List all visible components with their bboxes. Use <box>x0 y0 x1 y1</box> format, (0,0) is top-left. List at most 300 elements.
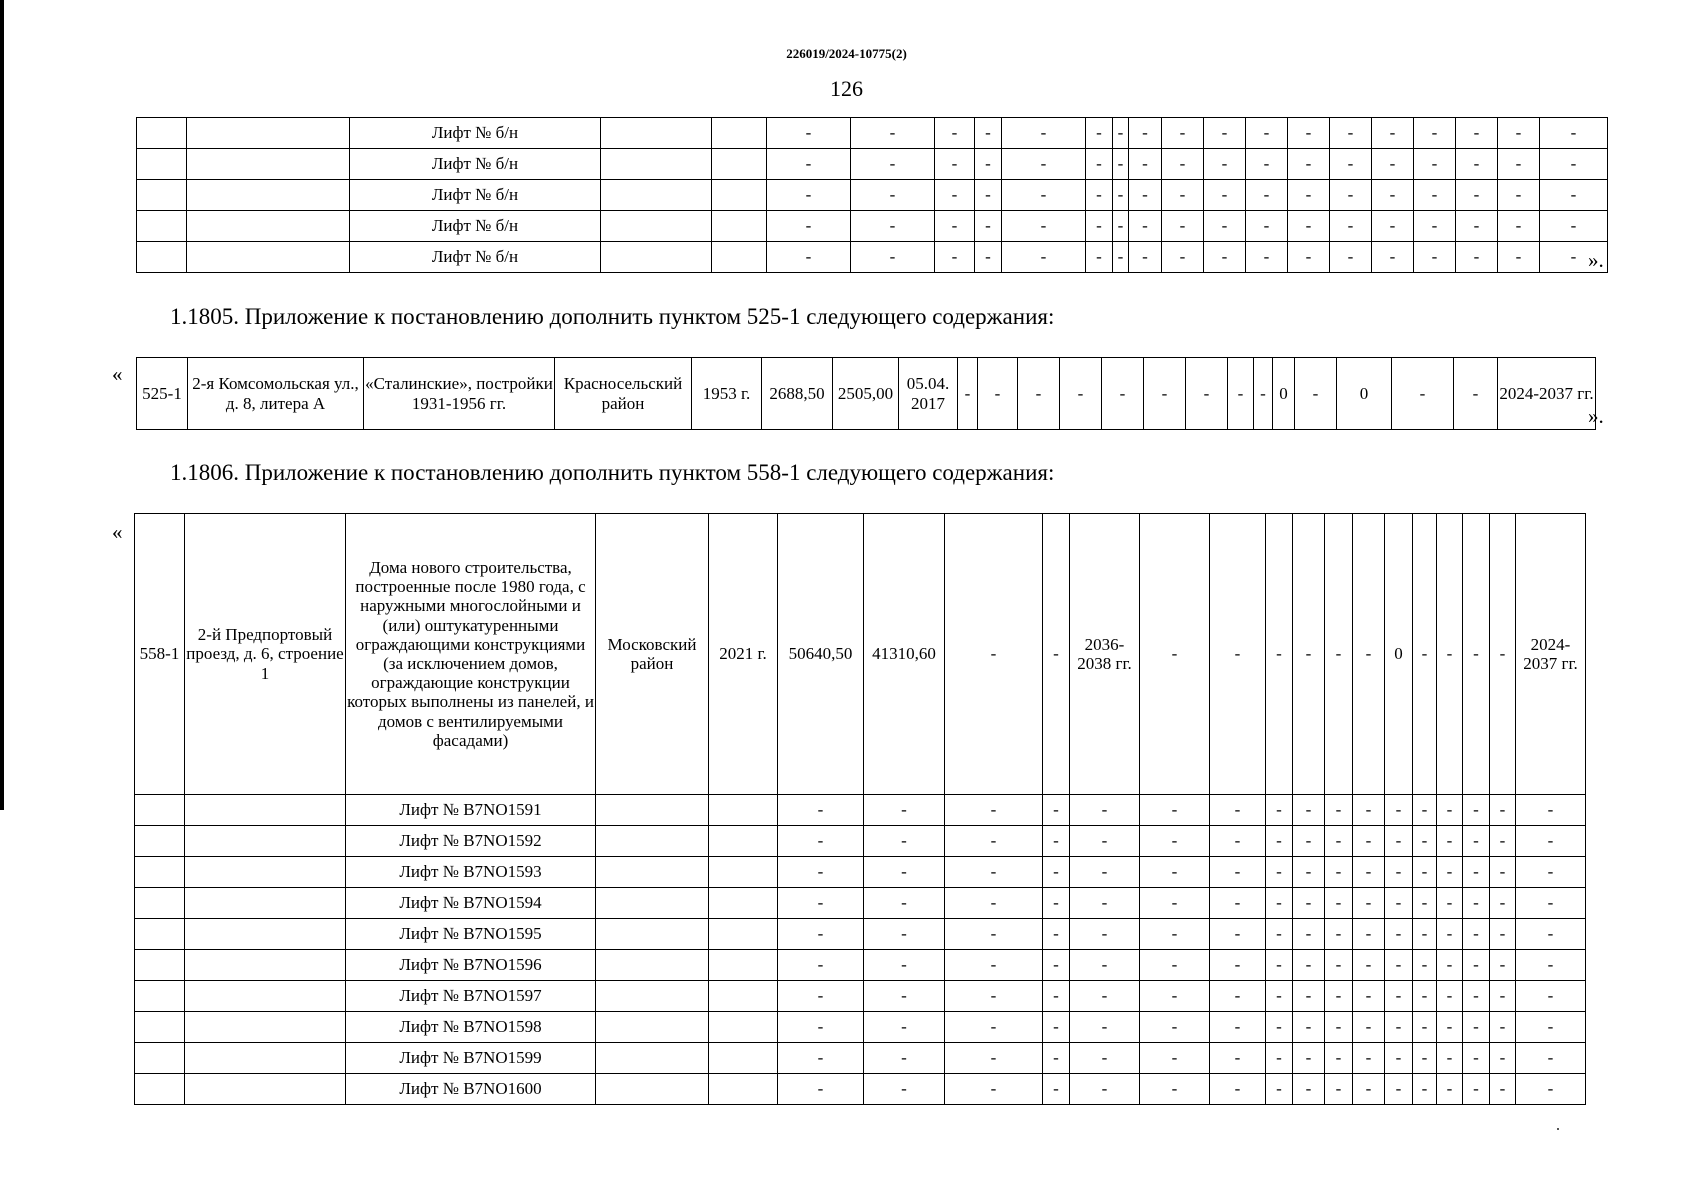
table-cell: - <box>778 857 864 888</box>
table-cell <box>135 857 185 888</box>
table-cell: - <box>1246 211 1288 242</box>
table-cell: - <box>1113 211 1129 242</box>
table-cell: - <box>1060 358 1102 430</box>
table-cell: - <box>1325 1012 1353 1043</box>
table-cell: - <box>1086 180 1113 211</box>
table-cell: - <box>1293 1012 1325 1043</box>
table-cell <box>709 981 778 1012</box>
table-cell: - <box>1516 1012 1586 1043</box>
table-cell <box>596 888 709 919</box>
table-row <box>137 242 1608 273</box>
table-cell: - <box>1516 826 1586 857</box>
table-cell: - <box>1070 888 1140 919</box>
opening-quote-2: « <box>112 362 123 386</box>
table-cell: Лифт № B7NO1595 <box>346 919 596 950</box>
table-cell: - <box>1414 211 1456 242</box>
table-cell: - <box>1385 981 1413 1012</box>
table-row <box>137 180 1608 211</box>
table-cell: - <box>1456 242 1498 273</box>
table-cell <box>187 118 350 149</box>
table-cell: - <box>1413 888 1437 919</box>
table-cell: - <box>1266 981 1293 1012</box>
table-cell: - <box>1266 1012 1293 1043</box>
table-cell: - <box>1330 118 1372 149</box>
table-cell: - <box>1463 857 1490 888</box>
table-cell: - <box>1162 242 1204 273</box>
table-cell: - <box>1113 118 1129 149</box>
table-cell: 0 <box>1337 358 1392 430</box>
table-cell: - <box>1463 919 1490 950</box>
table-cell: - <box>778 919 864 950</box>
table-cell: - <box>1437 1012 1463 1043</box>
table-cell: - <box>1413 919 1437 950</box>
table-cell: - <box>1437 795 1463 826</box>
table-cell: - <box>778 1012 864 1043</box>
document-id: 226019/2024-10775(2) <box>786 46 907 61</box>
table-cell: - <box>864 1012 945 1043</box>
table-cell: - <box>935 242 975 273</box>
table-cell <box>185 888 346 919</box>
table-cell: - <box>1266 857 1293 888</box>
table-cell: - <box>1353 795 1385 826</box>
table-cell <box>137 118 187 149</box>
table-cell: Лифт № б/н <box>350 242 601 273</box>
table-cell <box>135 1074 185 1105</box>
table-cell: - <box>1140 888 1210 919</box>
table-cell: - <box>1070 950 1140 981</box>
table-cell <box>709 919 778 950</box>
table-cell: - <box>1498 118 1540 149</box>
table-row <box>135 1012 1586 1043</box>
table-cell: Лифт № B7NO1598 <box>346 1012 596 1043</box>
table-cell <box>596 950 709 981</box>
table-cell: - <box>1413 950 1437 981</box>
table-cell: - <box>767 118 851 149</box>
table-cell: - <box>1413 795 1437 826</box>
table-cell <box>601 242 712 273</box>
table-cell: - <box>1043 826 1070 857</box>
table-cell: «Сталинские», постройки 1931-1956 гг. <box>364 358 555 430</box>
table-cell: - <box>1210 950 1266 981</box>
table-cell: - <box>1204 242 1246 273</box>
table-cell: - <box>1113 149 1129 180</box>
table-cell: - <box>945 514 1043 795</box>
table-cell <box>135 1043 185 1074</box>
table-cell: - <box>1293 950 1325 981</box>
table-cell: - <box>945 919 1043 950</box>
table-cell <box>596 795 709 826</box>
table-cell: - <box>1266 826 1293 857</box>
table-cell: - <box>1254 358 1273 430</box>
table-cell <box>601 211 712 242</box>
table-cell: - <box>1385 857 1413 888</box>
table-cell: - <box>778 1043 864 1074</box>
table-cell: - <box>1353 857 1385 888</box>
table-cell <box>601 180 712 211</box>
table-cell: - <box>1413 981 1437 1012</box>
table-cell: - <box>1288 242 1330 273</box>
paragraph-1805: 1.1805. Приложение к постановлению дополнить пунктом 525-1 следующего содержания: <box>170 304 1055 329</box>
page-number: 126 <box>830 76 863 101</box>
table-cell: - <box>1070 826 1140 857</box>
table-cell: - <box>1140 981 1210 1012</box>
table-cell: - <box>1490 514 1516 795</box>
table-cell: Лифт № B7NO1600 <box>346 1074 596 1105</box>
elevator-table-continued <box>136 117 1608 273</box>
table-cell: - <box>1070 981 1140 1012</box>
table-cell: - <box>1516 1074 1586 1105</box>
table-cell: - <box>1414 149 1456 180</box>
table-cell: - <box>1325 514 1353 795</box>
table-cell <box>135 981 185 1012</box>
table-cell: 41310,60 <box>864 514 945 795</box>
table-cell: - <box>1540 118 1608 149</box>
table-cell: - <box>1413 514 1437 795</box>
table-cell: - <box>1437 1043 1463 1074</box>
table-cell: - <box>778 795 864 826</box>
table-cell: - <box>1413 1012 1437 1043</box>
table-cell: - <box>1246 242 1288 273</box>
table-cell: - <box>864 950 945 981</box>
table-row <box>137 211 1608 242</box>
table-cell <box>601 118 712 149</box>
table-cell <box>596 981 709 1012</box>
table-cell: - <box>1043 857 1070 888</box>
table-cell: - <box>1516 857 1586 888</box>
table-cell: 0 <box>1385 514 1413 795</box>
table-cell: - <box>1113 180 1129 211</box>
table-cell: - <box>1325 1043 1353 1074</box>
table-cell: - <box>1353 888 1385 919</box>
table-cell: - <box>1516 1043 1586 1074</box>
table-cell: - <box>1043 888 1070 919</box>
table-cell: - <box>1490 795 1516 826</box>
table-cell <box>709 1043 778 1074</box>
table-cell: - <box>1454 358 1498 430</box>
table-cell: - <box>1437 888 1463 919</box>
table-cell: - <box>1498 211 1540 242</box>
table-cell: - <box>1330 242 1372 273</box>
table-cell <box>185 1043 346 1074</box>
table-cell: - <box>1140 950 1210 981</box>
table-cell: - <box>1490 1074 1516 1105</box>
table-cell: - <box>851 242 935 273</box>
table-cell <box>596 826 709 857</box>
table-row <box>135 514 1586 795</box>
table-cell: - <box>1043 981 1070 1012</box>
table-cell: - <box>1385 1043 1413 1074</box>
table-cell: - <box>778 950 864 981</box>
table-cell <box>185 826 346 857</box>
table-cell: - <box>975 242 1002 273</box>
table-cell: - <box>1002 242 1086 273</box>
table-cell: - <box>945 1074 1043 1105</box>
table-cell: - <box>1516 795 1586 826</box>
table-cell: - <box>1293 888 1325 919</box>
table-cell <box>709 857 778 888</box>
table-cell <box>709 950 778 981</box>
table-cell: - <box>864 888 945 919</box>
table-cell <box>137 149 187 180</box>
table-cell: 2021 г. <box>709 514 778 795</box>
table-cell: 05.04. 2017 <box>899 358 958 430</box>
table-cell: - <box>1129 211 1162 242</box>
table-cell: - <box>778 826 864 857</box>
table-cell: - <box>1266 950 1293 981</box>
table-cell: - <box>1246 118 1288 149</box>
table-cell: - <box>1140 857 1210 888</box>
table-cell <box>185 919 346 950</box>
item-525-1-table <box>136 357 1596 430</box>
table-cell: Лифт № б/н <box>350 118 601 149</box>
table-cell: - <box>975 149 1002 180</box>
table-cell: - <box>1129 118 1162 149</box>
table-cell: - <box>1353 950 1385 981</box>
table-cell: - <box>778 981 864 1012</box>
table-cell: - <box>1293 1074 1325 1105</box>
table-cell <box>135 919 185 950</box>
table-cell: - <box>1070 795 1140 826</box>
table-cell: 2024-2037 гг. <box>1516 514 1586 795</box>
table-cell: - <box>1210 1043 1266 1074</box>
table-cell: - <box>1204 211 1246 242</box>
closing-quote-2: ». <box>1588 404 1604 428</box>
table-cell: - <box>935 118 975 149</box>
table-cell: - <box>945 857 1043 888</box>
table-cell: - <box>1353 1012 1385 1043</box>
table-cell: - <box>1330 149 1372 180</box>
table-cell: - <box>1516 981 1586 1012</box>
table-cell <box>712 118 767 149</box>
table-cell: Красносельский район <box>555 358 692 430</box>
table-cell: - <box>1385 1012 1413 1043</box>
table-cell: - <box>851 211 935 242</box>
table-cell: - <box>778 888 864 919</box>
table-cell: 1953 г. <box>692 358 762 430</box>
table-cell: Лифт № B7NO1596 <box>346 950 596 981</box>
table-cell: 558-1 <box>135 514 185 795</box>
table-cell: - <box>1325 1074 1353 1105</box>
table-cell: - <box>1456 211 1498 242</box>
table-cell: 2036-2038 гг. <box>1070 514 1140 795</box>
table-cell <box>185 795 346 826</box>
table-cell: Лифт № б/н <box>350 149 601 180</box>
table-cell: - <box>1437 857 1463 888</box>
table-cell: - <box>945 795 1043 826</box>
table-cell: - <box>1353 919 1385 950</box>
table-cell: - <box>767 149 851 180</box>
table-row <box>135 919 1586 950</box>
table-cell: - <box>1463 1074 1490 1105</box>
table-cell: - <box>1140 826 1210 857</box>
table-cell: Лифт № B7NO1591 <box>346 795 596 826</box>
table-cell: - <box>1086 118 1113 149</box>
table-cell: - <box>975 118 1002 149</box>
table-cell: - <box>1210 857 1266 888</box>
table-cell: - <box>1372 211 1414 242</box>
table-cell: - <box>1266 514 1293 795</box>
table-cell: - <box>1516 919 1586 950</box>
table-cell: - <box>1413 1074 1437 1105</box>
table-cell: - <box>864 981 945 1012</box>
table-cell: - <box>1293 795 1325 826</box>
table-cell: - <box>1043 919 1070 950</box>
table-cell: - <box>1385 919 1413 950</box>
table-cell: - <box>1325 795 1353 826</box>
table-cell: - <box>1162 118 1204 149</box>
table-cell <box>135 1012 185 1043</box>
table-cell: - <box>1463 888 1490 919</box>
table-cell: - <box>945 888 1043 919</box>
table-cell: - <box>1463 981 1490 1012</box>
table-cell: - <box>1463 950 1490 981</box>
table-cell: - <box>935 149 975 180</box>
table-cell: - <box>1140 1012 1210 1043</box>
table-cell: - <box>1129 180 1162 211</box>
table-cell: - <box>1385 826 1413 857</box>
scan-speck <box>1557 1128 1559 1130</box>
table-cell: - <box>1437 981 1463 1012</box>
table-cell: 0 <box>1273 358 1295 430</box>
item-558-1-table <box>134 513 1586 1105</box>
table-cell: - <box>1246 149 1288 180</box>
table-cell: Лифт № б/н <box>350 180 601 211</box>
table-cell: - <box>1353 826 1385 857</box>
scan-edge-bar <box>0 0 4 810</box>
table-cell: - <box>1456 118 1498 149</box>
table-row <box>135 857 1586 888</box>
table-cell: 2024-2037 гг. <box>1498 358 1596 430</box>
table-cell <box>709 1074 778 1105</box>
table-cell: - <box>1325 950 1353 981</box>
table-cell: - <box>767 180 851 211</box>
table-cell: 50640,50 <box>778 514 864 795</box>
table-cell: - <box>1413 857 1437 888</box>
table-cell: Дома нового строительства, построенные после 1980 года, с наружными многослойными и (или) оштукатуренными ограждающими конструкциями (за исключением домов, ограждающие конструкции которых выполнены из панелей, и домов с вентилируемыми фасадами) <box>346 514 596 795</box>
table-cell: - <box>1325 857 1353 888</box>
table-cell: - <box>1018 358 1060 430</box>
table-row <box>137 149 1608 180</box>
table-row <box>135 888 1586 919</box>
table-cell <box>712 242 767 273</box>
table-cell: - <box>945 1043 1043 1074</box>
table-cell <box>596 1012 709 1043</box>
table-cell: - <box>1490 888 1516 919</box>
table-cell: - <box>1293 857 1325 888</box>
table-cell: - <box>1210 826 1266 857</box>
table-cell: - <box>1266 1074 1293 1105</box>
table-cell <box>187 180 350 211</box>
table-cell: - <box>1540 242 1608 273</box>
table-cell: - <box>1162 149 1204 180</box>
table-cell <box>709 795 778 826</box>
table-cell: - <box>1463 1012 1490 1043</box>
table-cell: - <box>1086 211 1113 242</box>
table-cell: - <box>1043 1043 1070 1074</box>
table-cell: - <box>1325 919 1353 950</box>
table-cell: - <box>1372 180 1414 211</box>
table-cell <box>185 981 346 1012</box>
table-cell: - <box>1002 118 1086 149</box>
table-cell: Лифт № B7NO1599 <box>346 1043 596 1074</box>
table-cell: - <box>1129 242 1162 273</box>
table-cell: Лифт № B7NO1593 <box>346 857 596 888</box>
table-cell <box>709 1012 778 1043</box>
table-cell: - <box>1293 1043 1325 1074</box>
table-cell: - <box>945 950 1043 981</box>
table-cell: 2505,00 <box>833 358 899 430</box>
table-row <box>135 981 1586 1012</box>
table-cell: - <box>1437 826 1463 857</box>
table-cell: - <box>1490 981 1516 1012</box>
table-cell: - <box>1070 1074 1140 1105</box>
table-cell: - <box>935 180 975 211</box>
table-cell: - <box>1540 180 1608 211</box>
table-cell: - <box>1437 1074 1463 1105</box>
table-cell <box>712 211 767 242</box>
table-cell: - <box>851 118 935 149</box>
table-cell <box>185 1074 346 1105</box>
table-cell: - <box>1043 795 1070 826</box>
table-cell: - <box>1385 1074 1413 1105</box>
table-cell: - <box>1353 1043 1385 1074</box>
table-cell <box>596 857 709 888</box>
table-cell: - <box>1490 857 1516 888</box>
table-cell: - <box>1414 180 1456 211</box>
table-cell <box>709 826 778 857</box>
table-cell: - <box>1498 242 1540 273</box>
table-cell: - <box>1498 149 1540 180</box>
table-cell <box>135 826 185 857</box>
table-cell: - <box>1288 118 1330 149</box>
table-cell: - <box>1043 514 1070 795</box>
paragraph-1806: 1.1806. Приложение к постановлению дополнить пунктом 558-1 следующего содержания: <box>170 460 1055 485</box>
table-cell: - <box>1437 514 1463 795</box>
table-cell: - <box>1293 919 1325 950</box>
table-cell: - <box>1325 888 1353 919</box>
table-cell: - <box>1293 514 1325 795</box>
table-cell: 525-1 <box>137 358 188 430</box>
table-cell: - <box>1385 795 1413 826</box>
table-cell: - <box>1385 888 1413 919</box>
table-row <box>135 795 1586 826</box>
table-cell: - <box>1162 211 1204 242</box>
table-cell <box>185 1012 346 1043</box>
table-cell: Лифт № б/н <box>350 211 601 242</box>
table-row <box>135 950 1586 981</box>
table-cell: - <box>1210 795 1266 826</box>
table-cell: - <box>1210 514 1266 795</box>
table-cell: - <box>1456 180 1498 211</box>
table-cell: - <box>1293 826 1325 857</box>
table-cell: - <box>1414 242 1456 273</box>
table-cell: - <box>1490 826 1516 857</box>
table-cell: - <box>1043 1074 1070 1105</box>
table-cell <box>135 795 185 826</box>
table-cell: - <box>851 180 935 211</box>
table-cell: - <box>1140 795 1210 826</box>
table-cell <box>185 857 346 888</box>
table-cell: Лифт № B7NO1592 <box>346 826 596 857</box>
table-cell: Московский район <box>596 514 709 795</box>
table-cell: - <box>1043 1012 1070 1043</box>
table-cell: 2-я Комсомольская ул., д. 8, литера А <box>188 358 364 430</box>
table-cell <box>137 211 187 242</box>
table-cell: - <box>935 211 975 242</box>
table-cell: - <box>958 358 978 430</box>
table-cell: - <box>1140 1043 1210 1074</box>
table-cell <box>712 149 767 180</box>
